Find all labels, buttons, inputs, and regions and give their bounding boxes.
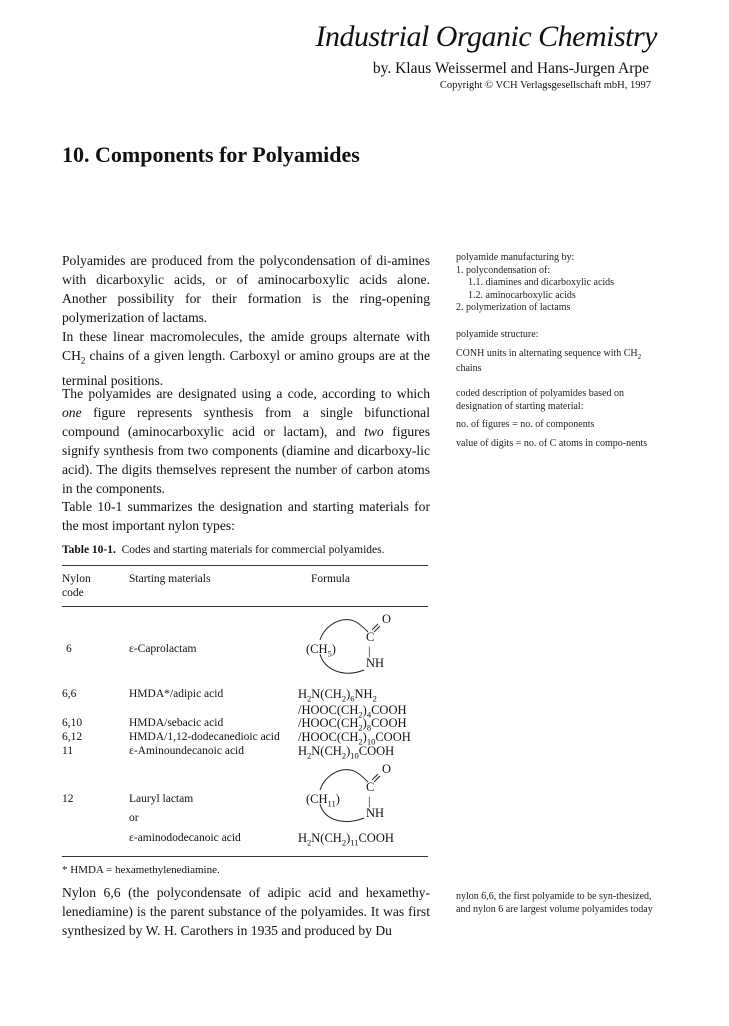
chapter-title: 10. Components for Polyamides: [62, 142, 360, 167]
table-footnote: * HMDA = hexamethylenediamine.: [62, 864, 220, 876]
row-610-formula: $/HOOC(CH_2)_8COOH$: [298, 716, 407, 733]
row-66-starting: HMDA*/adipic acid: [129, 688, 224, 700]
row-66-formula-2: $/HOOC(CH_2)_4COOH$: [298, 703, 407, 720]
byline: by. Klaus Weissermel and Hans-Jurgen Arpe: [372, 60, 649, 77]
lauryl-lactam-structure: [306, 762, 416, 832]
ring2-arc-top: [320, 770, 342, 790]
note4-text: nylon 6,6, the first polyamide to be syn-thesized, and nylon 6 are largest volume polyamides today: [456, 891, 653, 915]
note2-text-b: chains: [456, 363, 482, 374]
lactam-oxygen: O: [382, 612, 392, 626]
paragraph-3: [62, 384, 430, 498]
note1-line4: 2. polymerization of lactams: [456, 302, 571, 313]
row-612-formula: $/HOOC(CH_2)_{10}COOH$: [298, 730, 411, 747]
p2-text-b: chains of a given length. Carboxyl or amino groups are at the terminal positions.: [62, 348, 430, 388]
row-610-code: 6,10: [62, 717, 83, 729]
ring2-ch2-group: $(CH_{11})$: [306, 792, 340, 809]
row-11-starting: ε-Aminoundecanoic acid: [129, 745, 244, 757]
lactam-carbon: C: [366, 630, 375, 644]
lactam-nh: NH: [366, 656, 385, 670]
paragraph-2: [62, 327, 430, 390]
row-12-code: 12: [62, 793, 74, 805]
table-caption-text: Codes and starting materials for commercial polyamides.: [121, 544, 385, 556]
row-66-code: 6,6: [62, 688, 77, 700]
paragraph-1-text: Polyamides are produced from the polycondensation of di-amines with dicarboxylic acids, or of aminocarboxylic acids alone. Another possibility for their formation is the ring-opening polymerization of lactams.: [62, 253, 430, 325]
row-11-formula: $H_2N(CH_2)_{10}COOH$: [298, 744, 395, 761]
sidebar-note-3: [456, 388, 668, 450]
table-header-rule: [62, 606, 428, 607]
paragraph-4-text: Table 10-1 summarizes the designation and starting materials for the most important nylon types:: [62, 499, 430, 533]
row-6-code: 6: [66, 643, 72, 655]
ring-arc-top: [320, 620, 342, 640]
lactam2-bond-bar: |: [368, 794, 371, 808]
ring2-arc-top-right: [342, 770, 368, 782]
note1-line2: 1.1. diamines and dicarboxylic acids: [468, 277, 615, 288]
row-12-starting-2: ε-aminododecanoic acid: [129, 832, 241, 844]
row-612-code: 6,12: [62, 731, 83, 743]
sidebar-note-4: [456, 891, 668, 916]
row-12-or: or: [129, 812, 139, 824]
sidebar-note-1: [456, 252, 668, 315]
book-title: Industrial Organic Chemistry: [315, 20, 657, 53]
paragraph-1: [62, 251, 430, 327]
table-top-rule: [62, 565, 428, 566]
lactam2-oxygen: O: [382, 762, 392, 776]
row-610-starting: HMDA/sebacic acid: [129, 717, 224, 729]
copyright: Copyright © VCH Verlagsgesellschaft mbH, 1997: [439, 80, 651, 91]
note1-title: polyamide manufacturing by:: [456, 252, 575, 263]
caprolactam-structure: [306, 610, 416, 684]
p2-text-a: In these linear macromolecules, the amide groups alternate with CH: [62, 329, 430, 363]
p3-text-b: figure represents synthesis from a single bifunctional compound (aminocarboxylic acid or lactam), and: [62, 405, 430, 439]
note2-text-a: CONH units in alternating sequence with CH: [456, 347, 638, 359]
col-header-formula: Formula: [311, 573, 350, 585]
row-66-formula-1: $H_2N(CH_2)_6NH_2$: [298, 687, 377, 704]
row-12-formula: $H_2N(CH_2)_{11}COOH$: [298, 831, 394, 848]
note1-line1: 1. polycondensation of:: [456, 264, 551, 276]
lactam2-nh: NH: [366, 806, 385, 820]
note2-title: polyamide structure:: [456, 329, 539, 340]
ring-arc-top-right: [342, 620, 368, 632]
row-12-starting: Lauryl lactam: [129, 793, 194, 805]
table-bottom-rule: [62, 856, 428, 857]
p3-two: two: [364, 424, 384, 439]
col-header-code: Nylon code: [62, 573, 91, 599]
row-612-starting: HMDA/1,12-dodecanedioic acid: [129, 731, 280, 743]
p3-text-a: The polyamides are designated using a code, according to which: [62, 386, 430, 401]
ring-ch2-group: $(CH_5)$: [306, 642, 336, 659]
p3-one: one: [62, 405, 82, 420]
table-caption: [62, 544, 384, 556]
paragraph-5-text: Nylon 6,6 (the polycondensate of adipic acid and hexamethy-lenediamine) is the parent substance of the polyamides. It was first synthesized by W. H. Carothers in 1935 and produced by Du: [62, 885, 430, 938]
table-caption-label: Table 10-1.: [62, 544, 116, 556]
note3-line2: value of digits = no. of C atoms in compo-nents: [456, 437, 648, 449]
note2-sub: 2: [637, 352, 642, 361]
paragraph-4: [62, 497, 430, 535]
row-6-starting: ε-Caprolactam: [129, 643, 197, 655]
sidebar-note-2: [456, 329, 668, 376]
note3-line1: no. of figures = no. of components: [456, 419, 595, 430]
note1-line3: 1.2. aminocarboxylic acids: [468, 289, 576, 301]
lactam-bond-bar: |: [368, 644, 371, 658]
row-11-code: 11: [62, 745, 74, 757]
note3-title: coded description of polyamides based on designation of starting material:: [456, 388, 625, 412]
lactam2-carbon: C: [366, 780, 375, 794]
p3-text-c: figures signify synthesis from two components (diamine and dicarboxy-lic acid). The digits themselves represent the number of carbon atoms in the components.: [62, 424, 430, 496]
paragraph-5: [62, 883, 430, 940]
p2-sub: 2: [80, 355, 86, 366]
col-header-starting: Starting materials: [129, 573, 211, 585]
